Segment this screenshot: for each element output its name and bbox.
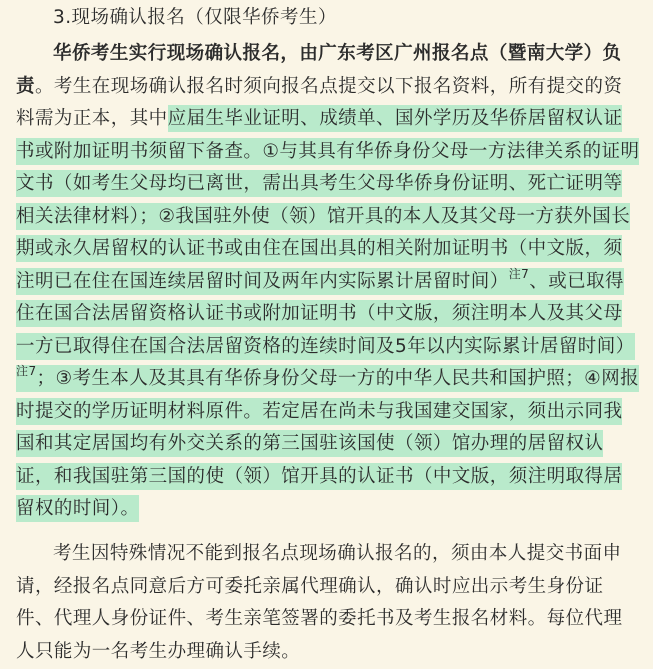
paragraph-proxy-confirmation xyxy=(16,538,641,668)
highlight-part-c: ；③考生本人及其具有华侨身份父母一方的中华人民共和国护照；④网报时提交的学历证明材料原件。若定居在尚未与我国建交国家，须出示同我国和其定居国均有外交关系的第三国驻该国使（领）馆办理的居留权认证，和我国驻第三国的使（领）馆开具的认证书（中文版，须注明取得居留权的时间）。 xyxy=(16,368,640,519)
plain-text: 。考生在现场确认报名时须向报名点提交以下报名资料，所有提交的资料需为正本，其中 xyxy=(16,75,623,129)
proxy-confirmation-text: 考生因特殊情况不能到报名点现场确认报名的，须由本人提交书面申请，经报名点同意后方可委托亲属代理确认，确认时应出示考生身份证件、代理人身份证件、考生亲笔签署的委托书及考生报名材料。每位代理人只能为一名考生办理确认手续。 xyxy=(16,543,623,662)
footnote-marker: 注7 xyxy=(508,266,530,281)
highlighted-text xyxy=(16,105,639,522)
paragraph-onsite-registration xyxy=(16,38,641,526)
footnote-marker: 注7 xyxy=(16,364,37,378)
highlight-part-a: 应届生毕业证明、成绩单、国外学历及华侨居留权认证书或附加证明书须留下备查。①与其具有华侨身份父母一方法律关系的证明文书（如考生父母均已离世，需出具考生父母华侨身份证明、死亡证明等相关法律材料）；②我国驻外使（领）馆开具的本人及其父母一方获外国长期或永久居留权的认证书或由住在国出具的相关附加证明书（中文版，须注明已在住在国连续居留时间及两年内实际累计居留时间） xyxy=(16,108,640,292)
bold-lead-text: 华侨考生实行现场确认报名，由广东考区广州报名点（暨南大学）负责 xyxy=(16,43,622,97)
section-heading-text: 3.现场确认报名（仅限华侨考生） xyxy=(53,7,337,28)
section-heading xyxy=(16,2,641,35)
highlight-part-b: 、或已取得住在国合法居留资格认证书或附加证明书（中文版，须注明本人及其父母一方已取得住在国合法居留资格的连续时间及5年以内实际累计居留时间） xyxy=(16,270,635,357)
